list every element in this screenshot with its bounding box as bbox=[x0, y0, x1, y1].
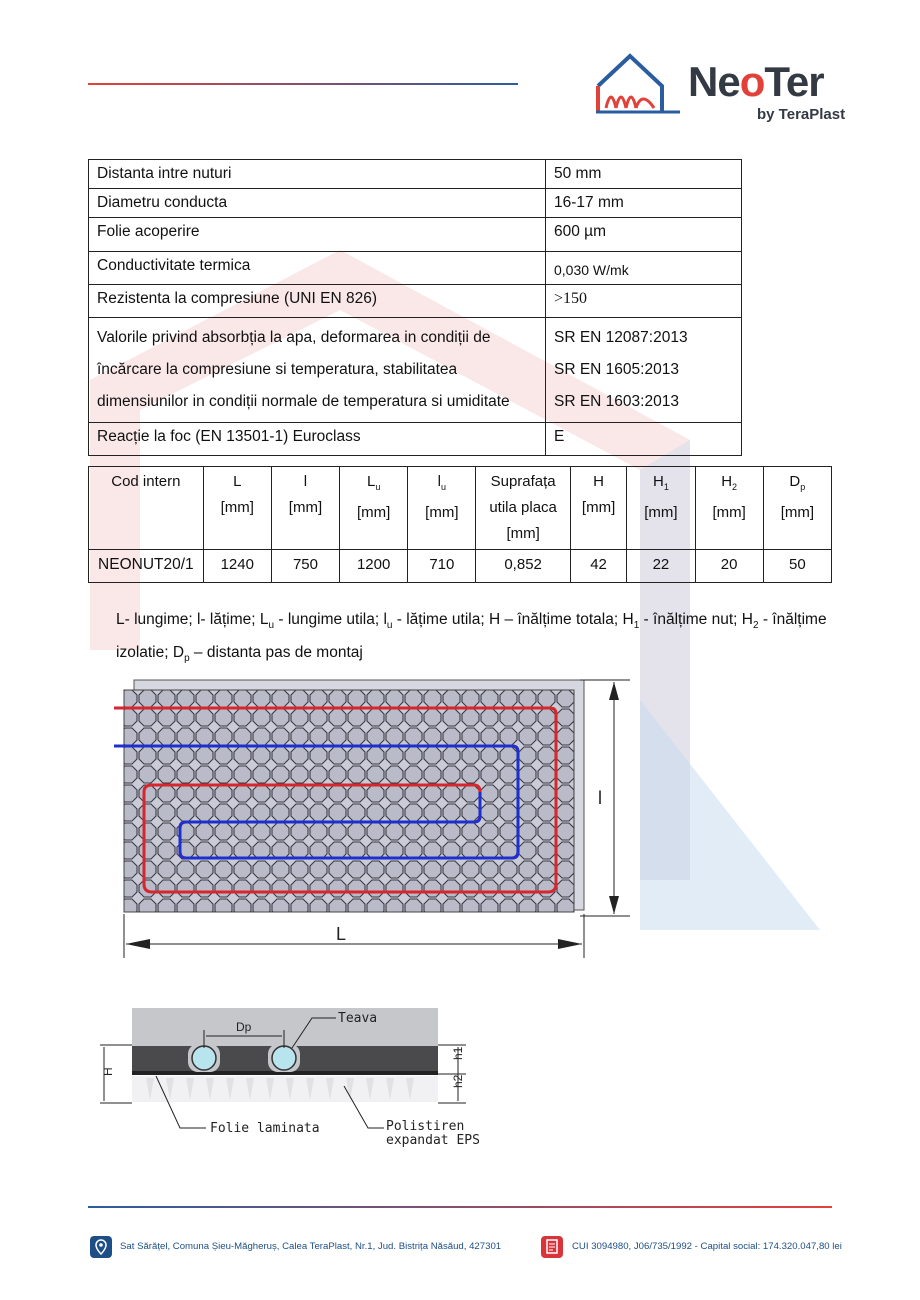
table-row bbox=[89, 160, 742, 189]
spec-label: Folie acoperire bbox=[89, 218, 546, 252]
spec-label: Distanta intre nuturi bbox=[89, 160, 546, 189]
header-L: L [mm] bbox=[203, 467, 271, 550]
cell: 22 bbox=[627, 550, 695, 583]
header-Dp: $D_p$ [mm] bbox=[763, 467, 831, 550]
panel-top-view-drawing bbox=[100, 670, 640, 960]
spec-value: 50 mm bbox=[546, 160, 742, 189]
footer-address: Sat Sărățel, Comuna Șieu-Măgheruș, Calea TeraPlast, Nr.1, Jud. Bistrița Năsăud, 427301 bbox=[120, 1241, 502, 1252]
table-row bbox=[89, 318, 742, 423]
polistiren-label-2: expandat EPS bbox=[386, 1133, 480, 1148]
spec-value: >150 bbox=[546, 285, 742, 318]
spec-label: Conductivitate termica bbox=[89, 252, 546, 285]
brand-name: NeoTer bbox=[688, 58, 824, 105]
cell: 750 bbox=[271, 550, 339, 583]
header-H2: $H_2$ [mm] bbox=[695, 467, 763, 550]
cell: 20 bbox=[695, 550, 763, 583]
legend-text: L- lungime; l- lățime; $L_u$ - lungime utila; $l_u$ - lățime utila; H – înălțime totala; $H_1$ - înălțime nut; $H_2$ - înălțime izolatie; $D_p$ – distanta pas de montaj bbox=[116, 611, 827, 665]
header-l: l [mm] bbox=[271, 467, 339, 550]
dim-L-label: L bbox=[336, 924, 347, 944]
table-row bbox=[89, 252, 742, 285]
table-row bbox=[89, 218, 742, 252]
spec-value: 0,030 W/mk bbox=[546, 252, 742, 285]
h-label: H bbox=[101, 1067, 115, 1076]
cell: 1200 bbox=[340, 550, 408, 583]
h1-label: h1 bbox=[451, 1046, 465, 1060]
spec-label: Reacție la foc (EN 13501-1) Euroclass bbox=[89, 423, 546, 456]
table-header-row bbox=[89, 467, 832, 550]
cell: 50 bbox=[763, 550, 831, 583]
document-icon bbox=[541, 1236, 563, 1258]
table-row bbox=[89, 423, 742, 456]
cell: 42 bbox=[570, 550, 627, 583]
specs-table bbox=[88, 159, 742, 456]
spec-label: Rezistenta la compresiune (UNI EN 826) bbox=[89, 285, 546, 318]
header-lu: $l_u$ [mm] bbox=[408, 467, 476, 550]
spec-value: 16-17 mm bbox=[546, 189, 742, 218]
location-pin-icon bbox=[90, 1236, 112, 1258]
brand-subtitle: by TeraPlast bbox=[757, 106, 846, 123]
cell: 710 bbox=[408, 550, 476, 583]
cell: 0,852 bbox=[476, 550, 570, 583]
cell: 1240 bbox=[203, 550, 271, 583]
spec-label: Valorile privind absorbția la apa, deformarea in condiții de încărcare la compresiune si temperatura, stabilitatea dimensiunilor in condiții normale de temperatura si umiditate bbox=[89, 318, 546, 423]
h2-label: h2 bbox=[451, 1074, 465, 1088]
cross-section-drawing bbox=[96, 1000, 506, 1160]
table-row bbox=[89, 285, 742, 318]
header-suprafata: Suprafața utila placa [mm] bbox=[476, 467, 570, 550]
dim-l-label: l bbox=[598, 788, 602, 808]
spec-value: E bbox=[546, 423, 742, 456]
dp-label: Dp bbox=[236, 1020, 252, 1034]
folie-label: Folie laminata bbox=[210, 1121, 320, 1136]
dimensions-table bbox=[88, 466, 832, 583]
table-row bbox=[89, 550, 832, 583]
header-cod: Cod intern bbox=[89, 467, 204, 550]
teava-label: Teava bbox=[338, 1011, 378, 1026]
header-Lu: $L_u$ [mm] bbox=[340, 467, 408, 550]
header-rule bbox=[88, 83, 518, 85]
table-row bbox=[89, 189, 742, 218]
footer-rule bbox=[88, 1206, 832, 1208]
spec-value: SR EN 12087:2013 SR EN 1605:2013 SR EN 1603:2013 bbox=[546, 318, 742, 423]
polistiren-label-1: Polistiren bbox=[386, 1119, 465, 1134]
header-H1: $H_1$ [mm] bbox=[627, 467, 695, 550]
spec-value: 600 µm bbox=[546, 218, 742, 252]
spec-label: Diametru conducta bbox=[89, 189, 546, 218]
header-H: H [mm] bbox=[570, 467, 627, 550]
cell-cod: NEONUT20/1 bbox=[89, 550, 204, 583]
footer-company: CUI 3094980, J06/735/1992 - Capital social: 174.320.047,80 lei bbox=[572, 1241, 842, 1252]
